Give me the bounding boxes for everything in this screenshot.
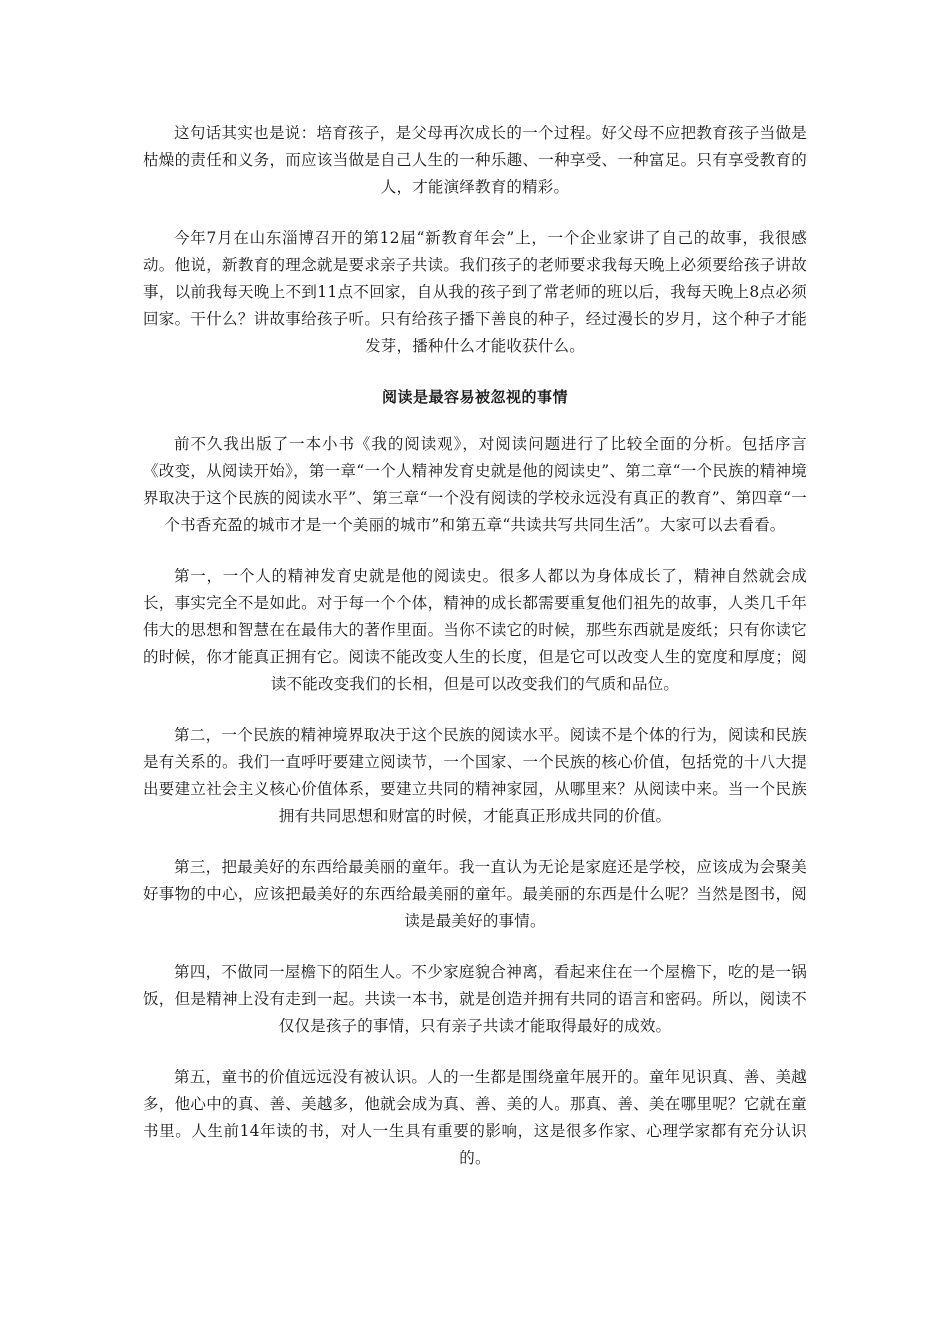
paragraph-point-three: 第三，把最美好的东西给最美丽的童年。我一直认为无论是家庭还是学校，应该成为会聚美好事物的中心，应该把最美好的东西给最美丽的童年。最美丽的东西是什么呢？当然是图书，阅读是最美好的事情。 <box>143 858 807 930</box>
paragraph-education-conference: 今年7月在山东淄博召开的第12届“新教育年会”上，一个企业家讲了自己的故事，我很感动。他说，新教育的理念就是要求亲子共读。我们孩子的老师要求我每天晚上必须要给孩子讲故事，以前我每天晚上不到11点不回家，自从我的孩子到了常老师的班以后，我每天晚上8点必须回家。干什么？讲故事给孩子听。只有给孩子播下善良的种子，经过漫长的岁月，这个种子才能发芽，播种什么才能收获什么。 <box>143 229 807 355</box>
paragraph-point-two: 第二，一个民族的精神境界取决于这个民族的阅读水平。阅读不是个体的行为，阅读和民族是有关系的。我们一直呼吁要建立阅读节，一个国家、一个民族的核心价值，包括党的十八大提出要建立社会主义核心价值体系，要建立共同的精神家园，从哪里来？从阅读中来。当一个民族拥有共同思想和财富的时候，才能真正形成共同的价值。 <box>143 726 807 825</box>
section-heading: 阅读是最容易被忽视的事情 <box>381 388 568 406</box>
paragraph-point-four: 第四，不做同一屋檐下的陌生人。不少家庭貌合神离，看起来住在一个屋檐下，吃的是一锅饭，但是精神上没有走到一起。共读一本书，就是创造并拥有共同的语言和密码。所以，阅读不仅仅是孩子的事情，只有亲子共读才能取得最好的成效。 <box>143 963 807 1035</box>
document-body <box>143 120 807 1196</box>
paragraph-book-intro: 前不久我出版了一本小书《我的阅读观》，对阅读问题进行了比较全面的分析。包括序言《改变，从阅读开始》，第一章“一个人精神发育史就是他的阅读史”、第二章“一个民族的精神境界取决于这个民族的阅读水平”、第三章“一个没有阅读的学校永远没有真正的教育”、第四章“一个书香充盈的城市才是一个美丽的城市”和第五章“共读共写共同生活”。大家可以去看看。 <box>143 435 807 534</box>
paragraph-point-one: 第一，一个人的精神发育史就是他的阅读史。很多人都以为身体成长了，精神自然就会成长，事实完全不是如此。对于每一个个体，精神的成长都需要重复他们祖先的故事，人类几千年伟大的思想和智慧在在最伟大的著作里面。当你不读它的时候，那些东西就是废纸；只有你读它的时候，你才能真正拥有它。阅读不能改变人生的长度，但是它可以改变人生的宽度和厚度；阅读不能改变我们的长相，但是可以改变我们的气质和品位。 <box>143 567 807 693</box>
paragraph-point-five: 第五，童书的价值远远没有被认识。人的一生都是围绕童年展开的。童年见识真、善、美越多，他心中的真、善、美越多，他就会成为真、善、美的人。那真、善、美在哪里呢？它就在童书里。人生前14年读的书，对人一生具有重要的影响，这是很多作家、心理学家都有充分认识的。 <box>143 1068 807 1167</box>
paragraph-parenting-growth: 这句话其实也是说：培育孩子，是父母再次成长的一个过程。好父母不应把教育孩子当做是枯燥的责任和义务，而应该当做是自己人生的一种乐趣、一种享受、一种富足。只有享受教育的人，才能演绎教育的精彩。 <box>143 124 807 196</box>
